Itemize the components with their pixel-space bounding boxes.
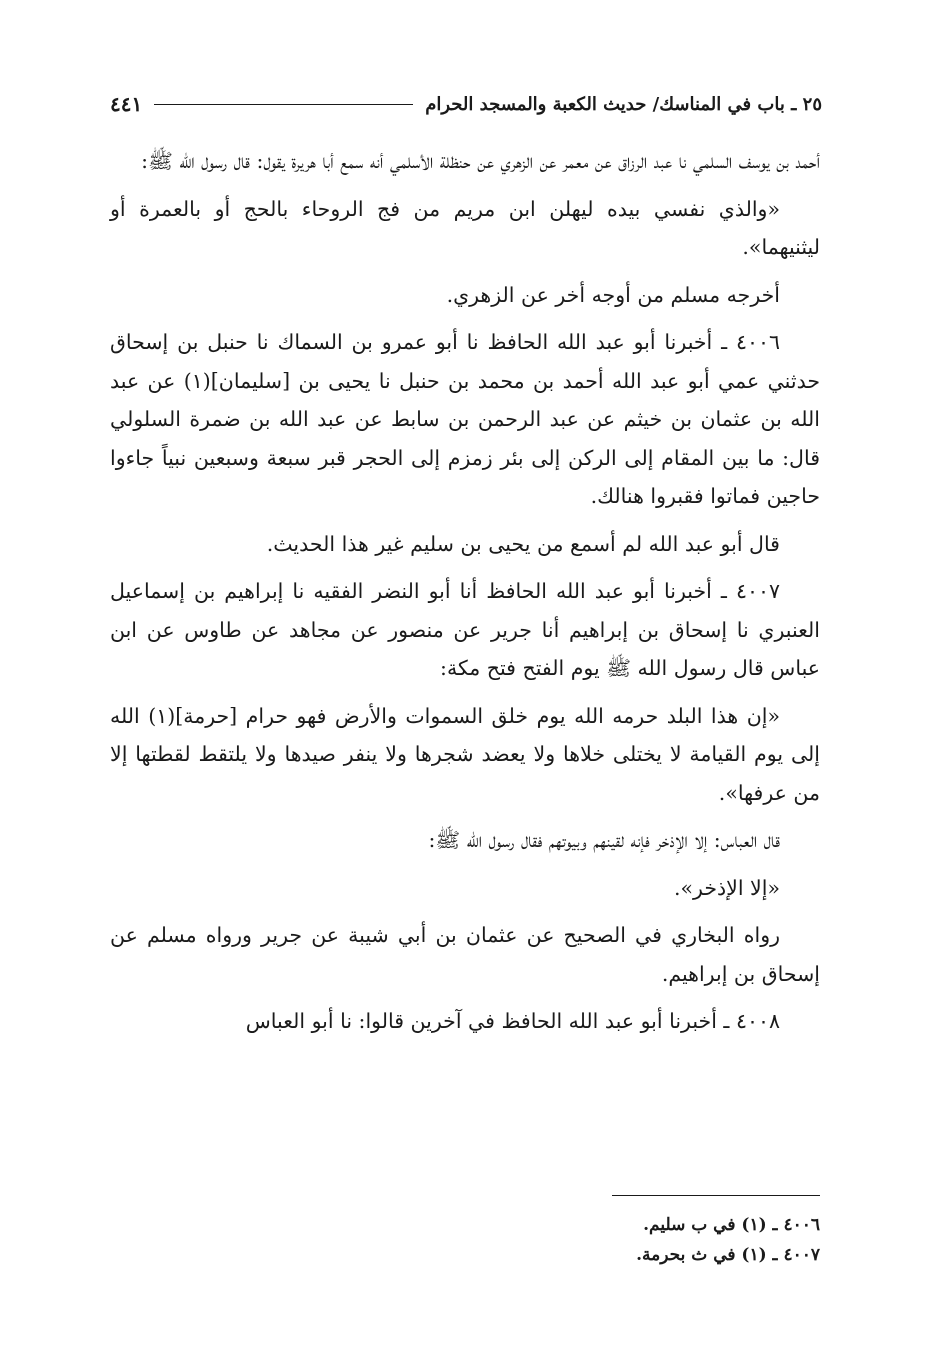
paragraph: أخرجه مسلم من أوجه أخر عن الزهري. [446,282,780,307]
hadith-quote: «والذي نفسي بيده ليهلن ابن مريم من فج الروحاء بالحج أو بالعمرة أو ليثنيهما». [110,196,820,259]
paragraph: قال أبو عبد الله لم أسمع من يحيى بن سليم غير هذا الحديث. [266,531,780,556]
footnote: ٤٠٠٦ ـ (١) في ب سليم. [643,1215,820,1235]
paragraph: أحمد بن يوسف السلمي نا عبد الرزاق عن معمر عن الزهري عن حنظلة الأسلمي أنه سمع أبا هريرة يقول: قال رسول الله ﷺ: [141,149,820,173]
hadith-entry-4008: ٤٠٠٨ ـ أخبرنا أبو عبد الله الحافظ في آخرين قالوا: نا أبو العباس [245,1009,780,1033]
running-header [110,84,822,124]
chapter-title: ٢٥ ـ باب في المناسك/ حديث الكعبة والمسجد الحرام [425,93,822,115]
paragraph: قال العباس: إلا الإذخر فإنه لقينهم وبيوتهم فقال رسول الله ﷺ: [428,828,780,852]
page-number: ٤٤١ [110,92,143,116]
main-text [110,142,820,1050]
hadith-entry-4007: ٤٠٠٧ ـ أخبرنا أبو عبد الله الحافظ أنا أبو النضر الفقيه نا إبراهيم بن إسماعيل العنبري نا إسحاق بن إبراهيم أنا جرير عن منصور عن مجاهد عن طاوس عن ابن عباس قال رسول الله ﷺ يوم الفتح فتح مكة: [110,579,820,680]
footnotes [110,1210,820,1270]
hadith-entry-4006: ٤٠٠٦ ـ أخبرنا أبو عبد الله الحافظ نا أبو عمرو بن السماك نا حنبل بن إسحاق حدثني عمي أبو عبد الله أحمد بن محمد بن حنبل نا يحيى بن [سليمان](١) عن عبد الله بن عثمان بن خيثم عن عبد الرحمن بن سابط عن عبد الله بن ضمرة السلولي قال: ما بين المقام إلى الركن إلى بئر زمزم إلى الحجر قبر سبعة وسبعين نبياً جاءوا حاجين فماتوا فقبروا هنالك. [110,330,820,508]
paragraph: رواه البخاري في الصحيح عن عثمان بن أبي شيبة عن جرير ورواه مسلم عن إسحاق بن إبراهيم. [110,923,820,986]
hadith-quote: «إن هذا البلد حرمه الله يوم خلق السموات والأرض فهو حرام [حرمة](١) الله إلى يوم القيامة لا يختلى خلاها ولا يعضد شجرها ولا ينفر صيدها ولا يلتقط لقطتها إلا من عرفها». [110,703,820,805]
header-rule [154,104,413,105]
footnote: ٤٠٠٧ ـ (١) في ث بحرمة. [636,1245,820,1265]
footnote-separator [612,1195,820,1196]
hadith-quote: «إلا الإذخر». [673,875,780,900]
